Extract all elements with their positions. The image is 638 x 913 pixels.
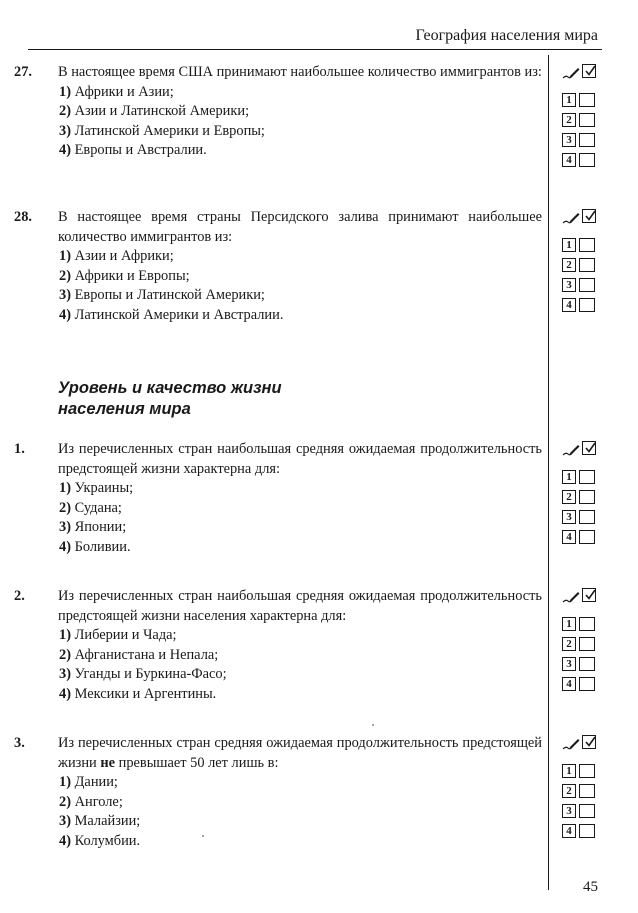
option-1: 1) Дании;: [59, 774, 118, 790]
answer-option-row: [562, 488, 602, 508]
answer-option-number: 1: [562, 617, 576, 631]
answer-option-number: 2: [562, 113, 576, 127]
question-number: 28.: [14, 209, 32, 225]
answer-option-row: [562, 635, 602, 655]
option-3: 3) Японии;: [59, 519, 127, 535]
answer-option-row: [562, 256, 602, 276]
option-4: 4) Европы и Австралии.: [59, 142, 207, 158]
option-2: 2) Анголе;: [59, 793, 123, 810]
answer-option-number: 3: [562, 133, 576, 147]
answer-option-number: 2: [562, 258, 576, 272]
checkmark-icon: [582, 441, 596, 455]
answer-option-row: [562, 528, 602, 548]
answer-option-row: [562, 111, 602, 131]
option-3: 3) Латинской Америки и Европы;: [59, 122, 265, 139]
answer-option-row: [562, 655, 602, 675]
option-3: 3) Уганды и Буркина-Фасо;: [59, 666, 227, 682]
question-text: Из перечисленных стран средняя ожидаемая продолжительность предстоящей жизни не превышает 50 лет лишь в:: [58, 735, 542, 771]
answer-checkbox[interactable]: [579, 510, 595, 524]
question-1: [14, 440, 542, 557]
checkmark-icon: [582, 735, 596, 749]
option-2: 2) Азии и Латинской Америки;: [59, 103, 250, 119]
question-28: [14, 208, 542, 325]
answer-checkbox[interactable]: [579, 258, 595, 272]
question-number: 27.: [14, 64, 32, 80]
answer-mark-row: [562, 208, 602, 226]
question-text: Из перечисленных стран наибольшая средняя ожидаемая продолжительность предстоящей жизни населения характерна для:: [58, 588, 542, 624]
answer-checkbox[interactable]: [579, 824, 595, 838]
option-3: 3) Малайзии;: [59, 813, 141, 829]
answer-mark-row: [562, 587, 602, 605]
answer-checkbox[interactable]: [579, 657, 595, 671]
option-2: 2) Африки и Европы;: [59, 267, 190, 284]
emphasis-not: не: [100, 754, 116, 771]
answer-checkbox[interactable]: [579, 278, 595, 292]
option-3: 3) Европы и Латинской Америки;: [59, 287, 265, 303]
pen-icon: [562, 66, 580, 80]
answer-mark-row: [562, 734, 602, 752]
answer-mark-row: [562, 63, 602, 81]
answer-option-row: [562, 468, 602, 488]
answer-checkbox[interactable]: [579, 153, 595, 167]
answer-option-number: 3: [562, 510, 576, 524]
answer-option-number: 2: [562, 784, 576, 798]
checkmark-icon: [582, 588, 596, 602]
answer-checkbox[interactable]: [579, 637, 595, 651]
option-1: 1) Украины;: [59, 480, 134, 496]
scan-speck: [202, 835, 204, 837]
answer-option-row: [562, 802, 602, 822]
answer-option-row: [562, 131, 602, 151]
checkmark-icon: [582, 64, 596, 78]
answer-checkbox[interactable]: [579, 617, 595, 631]
option-2: 2) Афганистана и Непала;: [59, 646, 219, 663]
option-4: 4) Мексики и Аргентины.: [59, 685, 217, 702]
question-3: [14, 734, 542, 851]
header-rule: [28, 49, 602, 50]
answer-option-number: 3: [562, 657, 576, 671]
answer-checkbox[interactable]: [579, 470, 595, 484]
answer-option-row: [562, 782, 602, 802]
answer-option-row: [562, 296, 602, 316]
running-header: География населения мира: [415, 27, 598, 44]
answer-option-number: 4: [562, 153, 576, 167]
option-2: 2) Судана;: [59, 499, 122, 516]
answer-checkbox[interactable]: [579, 490, 595, 504]
answer-checkbox[interactable]: [579, 133, 595, 147]
answer-checkbox[interactable]: [579, 530, 595, 544]
pen-icon: [562, 211, 580, 225]
answer-option-number: 1: [562, 470, 576, 484]
answer-option-number: 2: [562, 490, 576, 504]
option-4: 4) Колумбии.: [59, 832, 141, 849]
question-number: 1.: [14, 441, 25, 457]
scan-speck: [372, 724, 374, 726]
answer-option-number: 1: [562, 238, 576, 252]
answer-column-divider: [548, 55, 549, 890]
answer-checkbox[interactable]: [579, 764, 595, 778]
question-text: В настоящее время США принимают наибольшее количество иммигрантов из:: [58, 64, 542, 80]
answer-option-number: 4: [562, 677, 576, 691]
answer-checkbox[interactable]: [579, 238, 595, 252]
answer-option-row: [562, 822, 602, 842]
answer-option-row: [562, 615, 602, 635]
option-1: 1) Азии и Африки;: [59, 248, 174, 264]
answer-checkbox[interactable]: [579, 298, 595, 312]
pen-icon: [562, 590, 580, 604]
answer-option-number: 2: [562, 637, 576, 651]
pen-icon: [562, 443, 580, 457]
question-27: [14, 63, 542, 161]
answer-mark-row: [562, 440, 602, 458]
answer-option-number: 4: [562, 298, 576, 312]
option-1: 1) Либерии и Чада;: [59, 627, 177, 643]
question-number: 3.: [14, 735, 25, 751]
answer-checkbox[interactable]: [579, 93, 595, 107]
answer-option-row: [562, 236, 602, 256]
question-text: Из перечисленных стран наибольшая средняя ожидаемая продолжительность предстоящей жизни характерна для:: [58, 441, 542, 477]
answer-boxes-q2: [562, 587, 602, 695]
answer-option-number: 1: [562, 764, 576, 778]
answer-option-row: [562, 91, 602, 111]
checkmark-icon: [582, 209, 596, 223]
option-4: 4) Латинской Америки и Австралии.: [59, 306, 284, 323]
answer-checkbox[interactable]: [579, 784, 595, 798]
option-4: 4) Боливии.: [59, 538, 131, 555]
answer-option-row: [562, 151, 602, 171]
answer-option-number: 3: [562, 278, 576, 292]
section-title: Уровень и качество жизни населения мира: [58, 379, 282, 418]
answer-boxes-q27: [562, 63, 602, 171]
pen-icon: [562, 737, 580, 751]
answer-option-number: 4: [562, 824, 576, 838]
answer-option-number: 4: [562, 530, 576, 544]
answer-option-row: [562, 762, 602, 782]
answer-boxes-q28: [562, 208, 602, 316]
answer-option-row: [562, 508, 602, 528]
answer-option-number: 3: [562, 804, 576, 818]
option-1: 1) Африки и Азии;: [59, 83, 174, 100]
question-number: 2.: [14, 588, 25, 604]
answer-checkbox[interactable]: [579, 804, 595, 818]
answer-checkbox[interactable]: [579, 113, 595, 127]
answer-boxes-q1: [562, 440, 602, 548]
answer-option-number: 1: [562, 93, 576, 107]
answer-boxes-q3: [562, 734, 602, 842]
answer-option-row: [562, 276, 602, 296]
answer-option-row: [562, 675, 602, 695]
answer-checkbox[interactable]: [579, 677, 595, 691]
question-2: [14, 587, 542, 704]
question-text: В настоящее время страны Персидского залива принимают наибольшее количество иммигрантов из:: [58, 209, 542, 245]
page-number: 45: [583, 879, 598, 895]
